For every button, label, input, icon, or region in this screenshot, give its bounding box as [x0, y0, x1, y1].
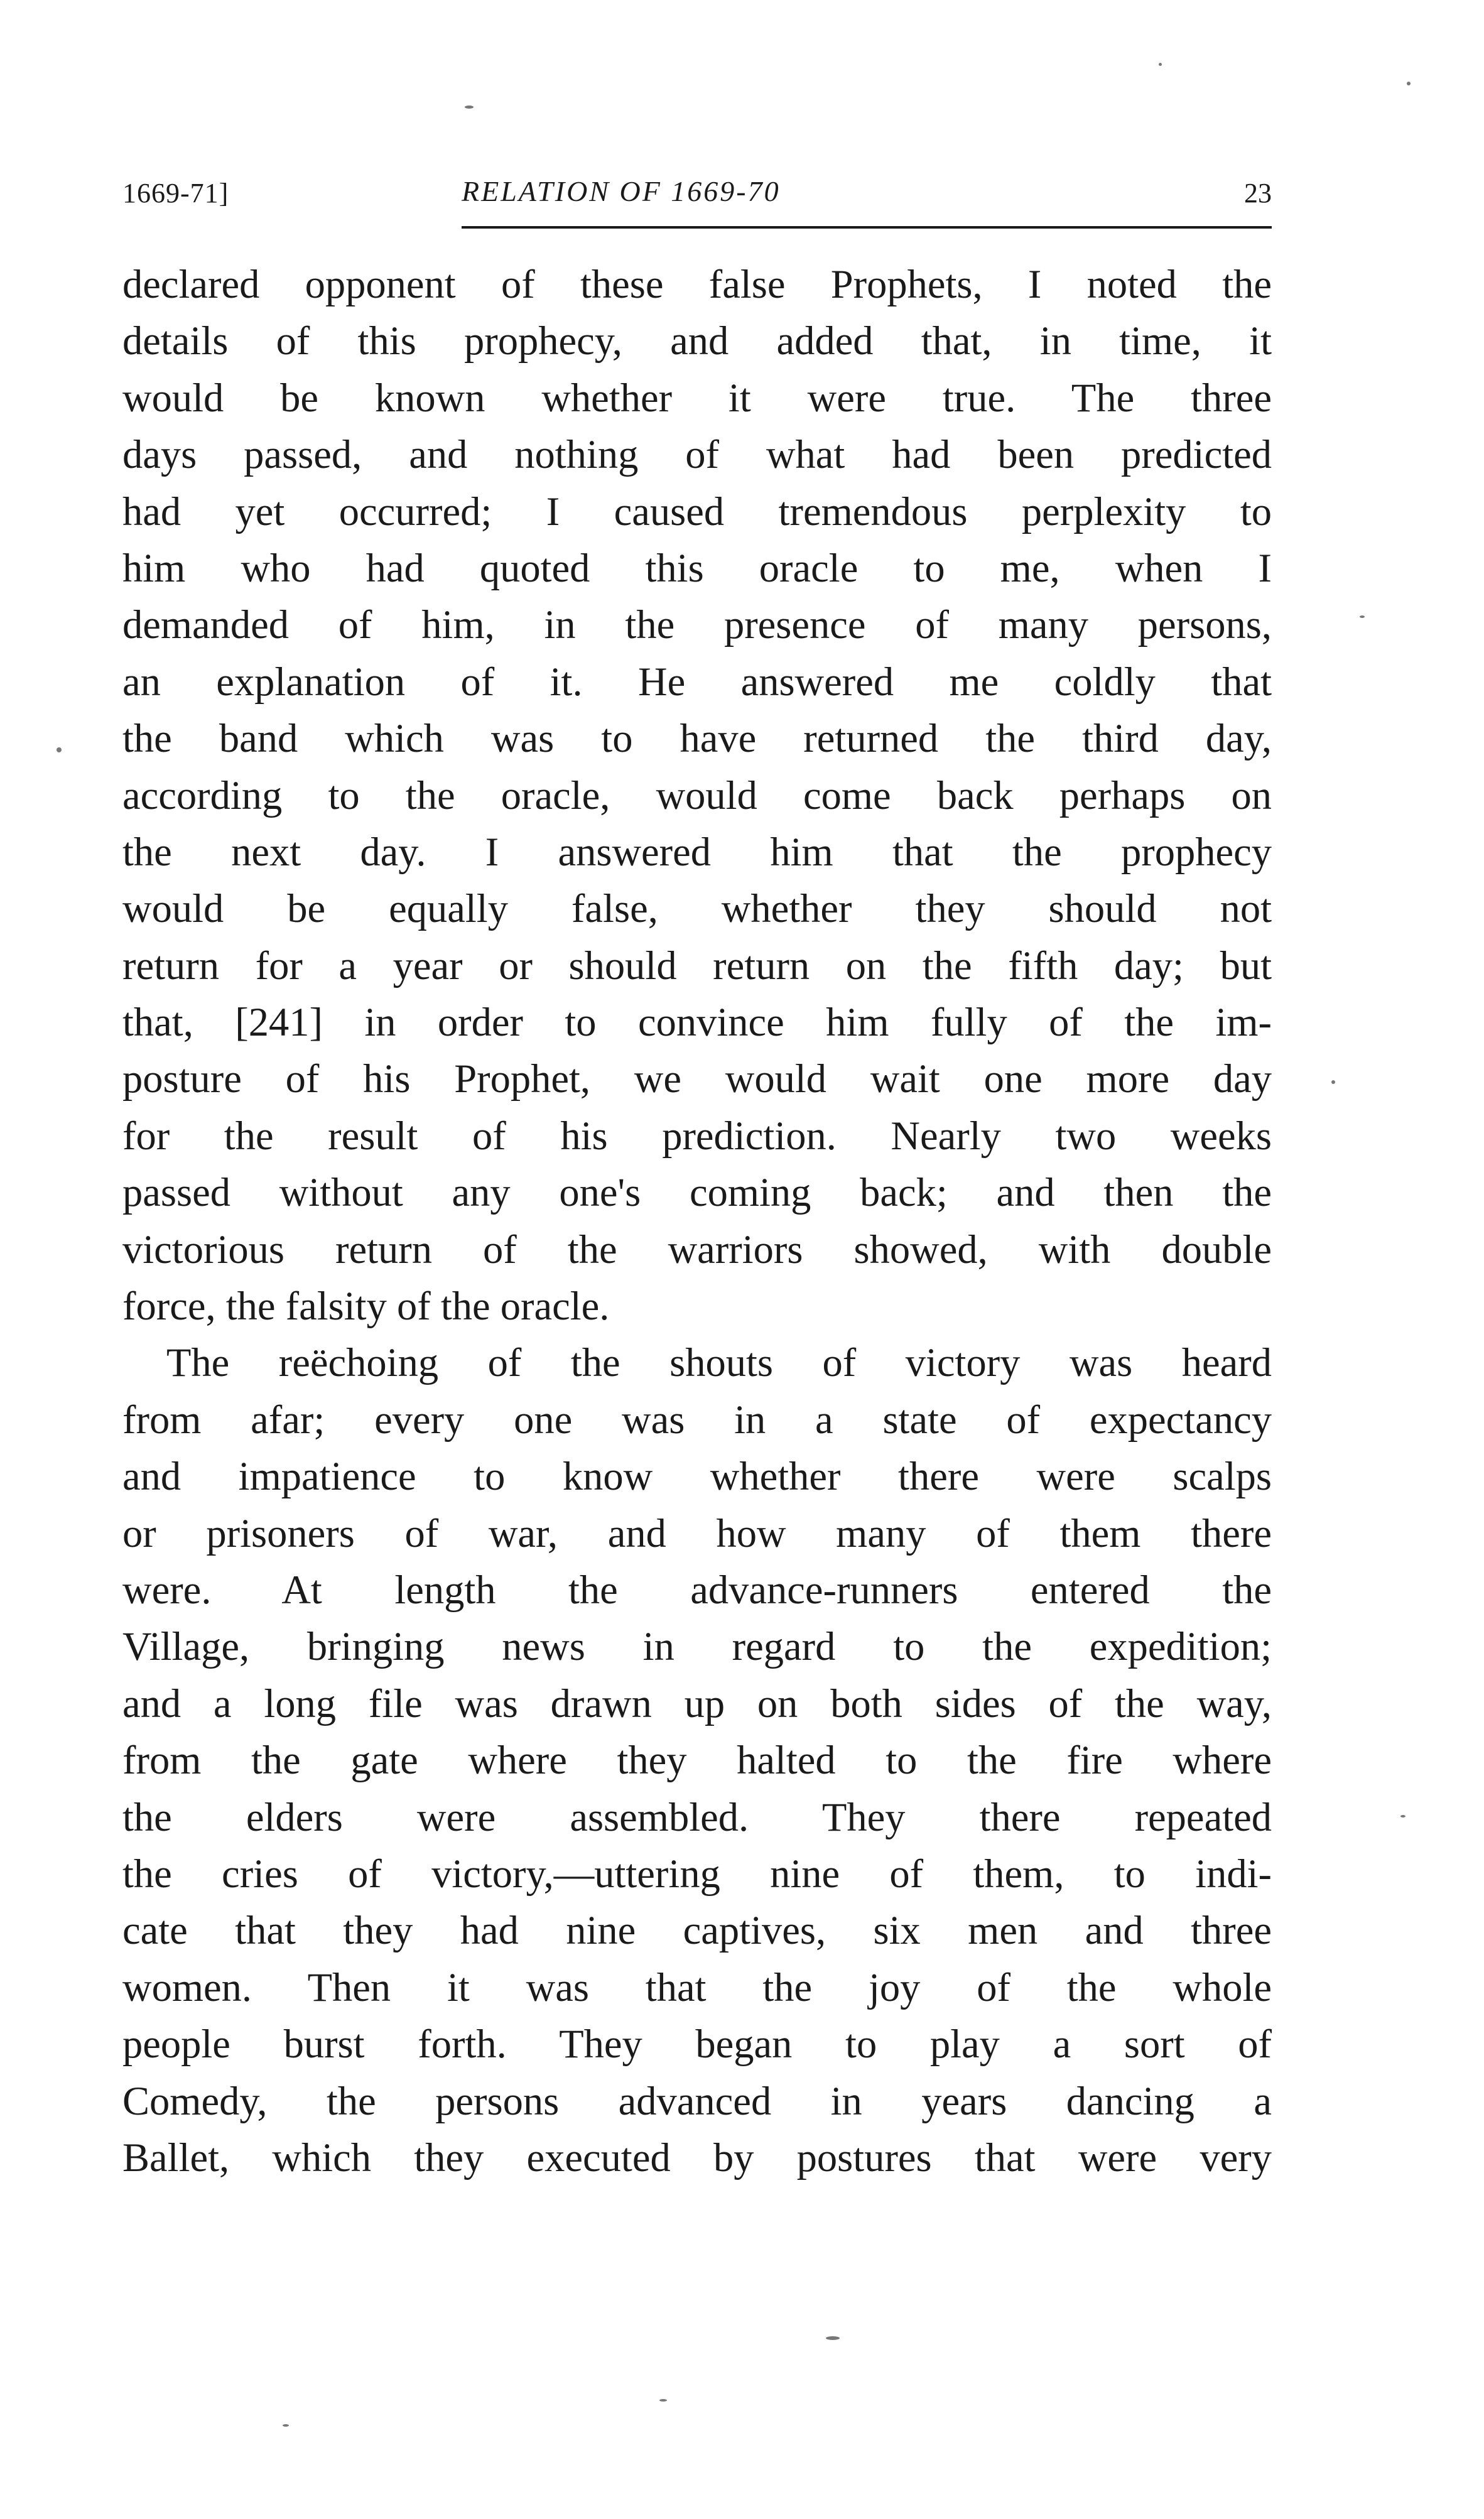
text-line: posture of his Prophet, we would wait one more day: [122, 1056, 1272, 1102]
text-line: victorious return of the warriors showed, with double: [122, 1227, 1272, 1272]
text-line: were. At length the advance-runners entered the: [122, 1567, 1272, 1612]
page-number: 23: [1244, 178, 1272, 209]
text-line: details of this prophecy, and added that, in time, it: [122, 318, 1272, 364]
text-line: would be equally false, whether they should not: [122, 886, 1272, 931]
scan-speck: [1360, 615, 1365, 618]
text-line: passed without any one's coming back; and then the: [122, 1170, 1272, 1215]
text-line: The reëchoing of the shouts of victory was heard: [166, 1340, 1272, 1385]
scan-speck: [1400, 1815, 1405, 1817]
text-line: force, the falsity of the oracle.: [122, 1284, 610, 1329]
text-line: women. Then it was that the joy of the whole: [122, 1964, 1272, 2010]
text-line: would be known whether it were true. The three: [122, 375, 1272, 420]
text-line: Ballet, which they executed by postures that were very: [122, 2135, 1272, 2180]
text-line: the band which was to have returned the third day,: [122, 716, 1272, 761]
header-year-range: 1669-71]: [122, 178, 229, 209]
text-line: and a long file was drawn up on both sides of the way,: [122, 1681, 1272, 1726]
text-line: days passed, and nothing of what had been predicted: [122, 432, 1272, 477]
text-line: him who had quoted this oracle to me, when I: [122, 545, 1272, 590]
text-line: return for a year or should return on the fifth day; but: [122, 943, 1272, 988]
body-text: [122, 256, 1272, 2186]
text-line: according to the oracle, would come back perhaps on: [122, 772, 1272, 818]
header-title: RELATION OF 1669-70: [462, 175, 781, 207]
text-line: the cries of victory,—uttering nine of them, to indi-: [122, 1851, 1272, 1896]
text-line: demanded of him, in the presence of many persons,: [122, 602, 1272, 647]
text-line: for the result of his prediction. Nearly two weeks: [122, 1113, 1272, 1158]
text-line: Village, bringing news in regard to the expedition;: [122, 1624, 1272, 1669]
scan-speck: [659, 2399, 667, 2402]
text-line: and impatience to know whether there were scalps: [122, 1454, 1272, 1499]
text-line: Comedy, the persons advanced in years dancing a: [122, 2078, 1272, 2123]
text-line: cate that they had nine captives, six men and three: [122, 1908, 1272, 1953]
text-line: or prisoners of war, and how many of them there: [122, 1510, 1272, 1556]
scan-speck: [1331, 1080, 1335, 1084]
paragraph-1: [122, 256, 1272, 1335]
text-line: the next day. I answered him that the prophecy: [122, 829, 1272, 874]
header-rule: [462, 226, 1272, 229]
scan-speck: [465, 106, 474, 109]
text-line: from afar; every one was in a state of expectancy: [122, 1397, 1272, 1442]
running-header: [122, 171, 1272, 215]
text-line: the elders were assembled. They there repeated: [122, 1794, 1272, 1839]
text-line: people burst forth. They began to play a sort of: [122, 2022, 1272, 2067]
text-line: that, [241] in order to convince him fully of the im-: [122, 1000, 1272, 1045]
scan-speck: [1159, 63, 1162, 66]
scan-speck: [826, 2336, 840, 2340]
paragraph-2: [122, 1335, 1272, 2186]
scan-speck: [283, 2424, 289, 2427]
scan-speck: [57, 747, 62, 752]
text-line: from the gate where they halted to the fire where: [122, 1738, 1272, 1783]
text-line: an explanation of it. He answered me coldly that: [122, 659, 1272, 704]
text-line: had yet occurred; I caused tremendous perplexity to: [122, 489, 1272, 534]
scan-speck: [1407, 82, 1411, 85]
text-line: declared opponent of these false Prophets, I noted the: [122, 262, 1272, 306]
